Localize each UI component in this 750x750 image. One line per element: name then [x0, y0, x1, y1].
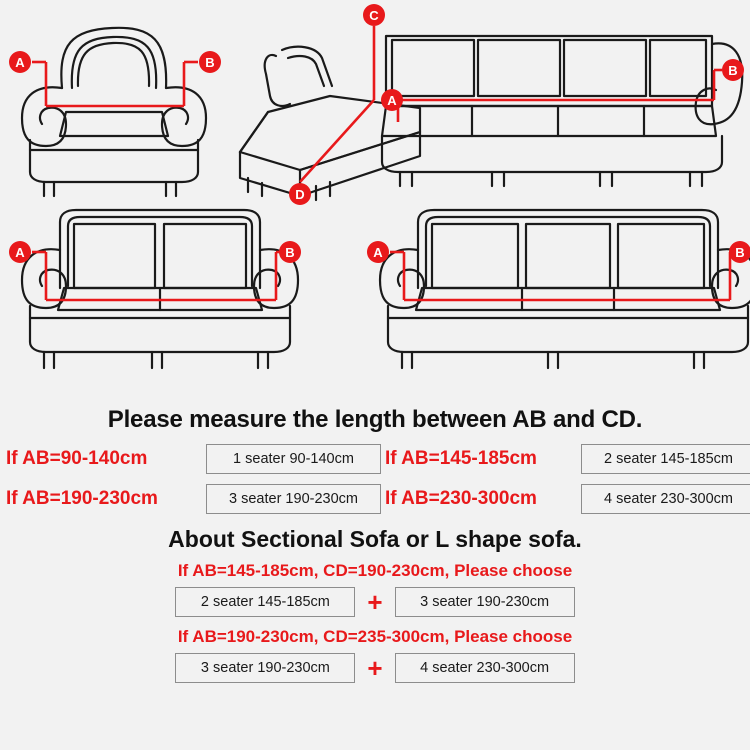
marker-a-label: A: [15, 55, 25, 70]
size-option-3[interactable]: 3 seater 190-230cm: [206, 484, 381, 514]
size-option-1[interactable]: 1 seater 90-140cm: [206, 444, 381, 474]
sectional-combo-2-second[interactable]: 4 seater 230-300cm: [395, 653, 575, 683]
main-heading: Please measure the length between AB and CD.: [107, 406, 643, 433]
size-option-4[interactable]: 4 seater 230-300cm: [581, 484, 750, 514]
marker-a-sectional: [381, 89, 403, 111]
marker-b-label-two: B: [285, 245, 295, 260]
measure-line-ab-one-seater: [32, 62, 198, 106]
marker-b-one-seater: [199, 51, 221, 73]
marker-b-two-seater: [279, 241, 301, 263]
sofa-sectional: [240, 36, 742, 200]
instructions-area: [0, 398, 750, 750]
marker-d-sectional: [289, 183, 311, 205]
plus-icon: +: [367, 587, 383, 617]
marker-b-sectional: [722, 59, 744, 81]
sofa-two-seater: [22, 210, 298, 368]
sectional-heading: About Sectional Sofa or L shape sofa.: [168, 526, 582, 552]
sectional-combo-2-first[interactable]: 3 seater 190-230cm: [175, 653, 355, 683]
sofa-one-seater: [22, 28, 206, 196]
sectional-combo-1-first[interactable]: 2 seater 145-185cm: [175, 587, 355, 617]
sectional-combo-1-second[interactable]: 3 seater 190-230cm: [395, 587, 575, 617]
marker-a-label-three: A: [373, 245, 383, 260]
marker-a-label-sectional: A: [387, 93, 397, 108]
sectional-condition-2: If AB=190-230cm, CD=235-300cm, Please choose: [177, 627, 573, 646]
marker-c-sectional: [363, 4, 385, 26]
size-condition-3: If AB=190-230cm: [6, 488, 158, 509]
marker-b-label: B: [205, 55, 215, 70]
sofa-three-seater: [380, 210, 750, 368]
marker-b-label-three: B: [735, 245, 745, 260]
size-condition-2: If AB=145-185cm: [385, 448, 537, 469]
sectional-combo-row-1: [0, 587, 750, 617]
sectional-combo-row-2: [0, 653, 750, 683]
marker-b-label-sectional: B: [728, 63, 738, 78]
marker-a-label-two: A: [15, 245, 25, 260]
measure-line-ab-three-seater: [390, 252, 744, 300]
plus-icon-2: +: [367, 653, 383, 683]
marker-c-label: C: [369, 8, 379, 23]
marker-a-one-seater: [9, 51, 31, 73]
size-options-grid: [0, 440, 750, 514]
marker-d-label: D: [295, 187, 305, 202]
marker-b-three-seater: [729, 241, 750, 263]
marker-a-three-seater: [367, 241, 389, 263]
marker-a-two-seater: [9, 241, 31, 263]
size-condition-1: If AB=90-140cm: [6, 448, 148, 469]
size-condition-4: If AB=230-300cm: [385, 488, 537, 509]
sectional-condition-1: If AB=145-185cm, CD=190-230cm, Please choose: [177, 561, 573, 580]
size-option-2[interactable]: 2 seater 145-185cm: [581, 444, 750, 474]
